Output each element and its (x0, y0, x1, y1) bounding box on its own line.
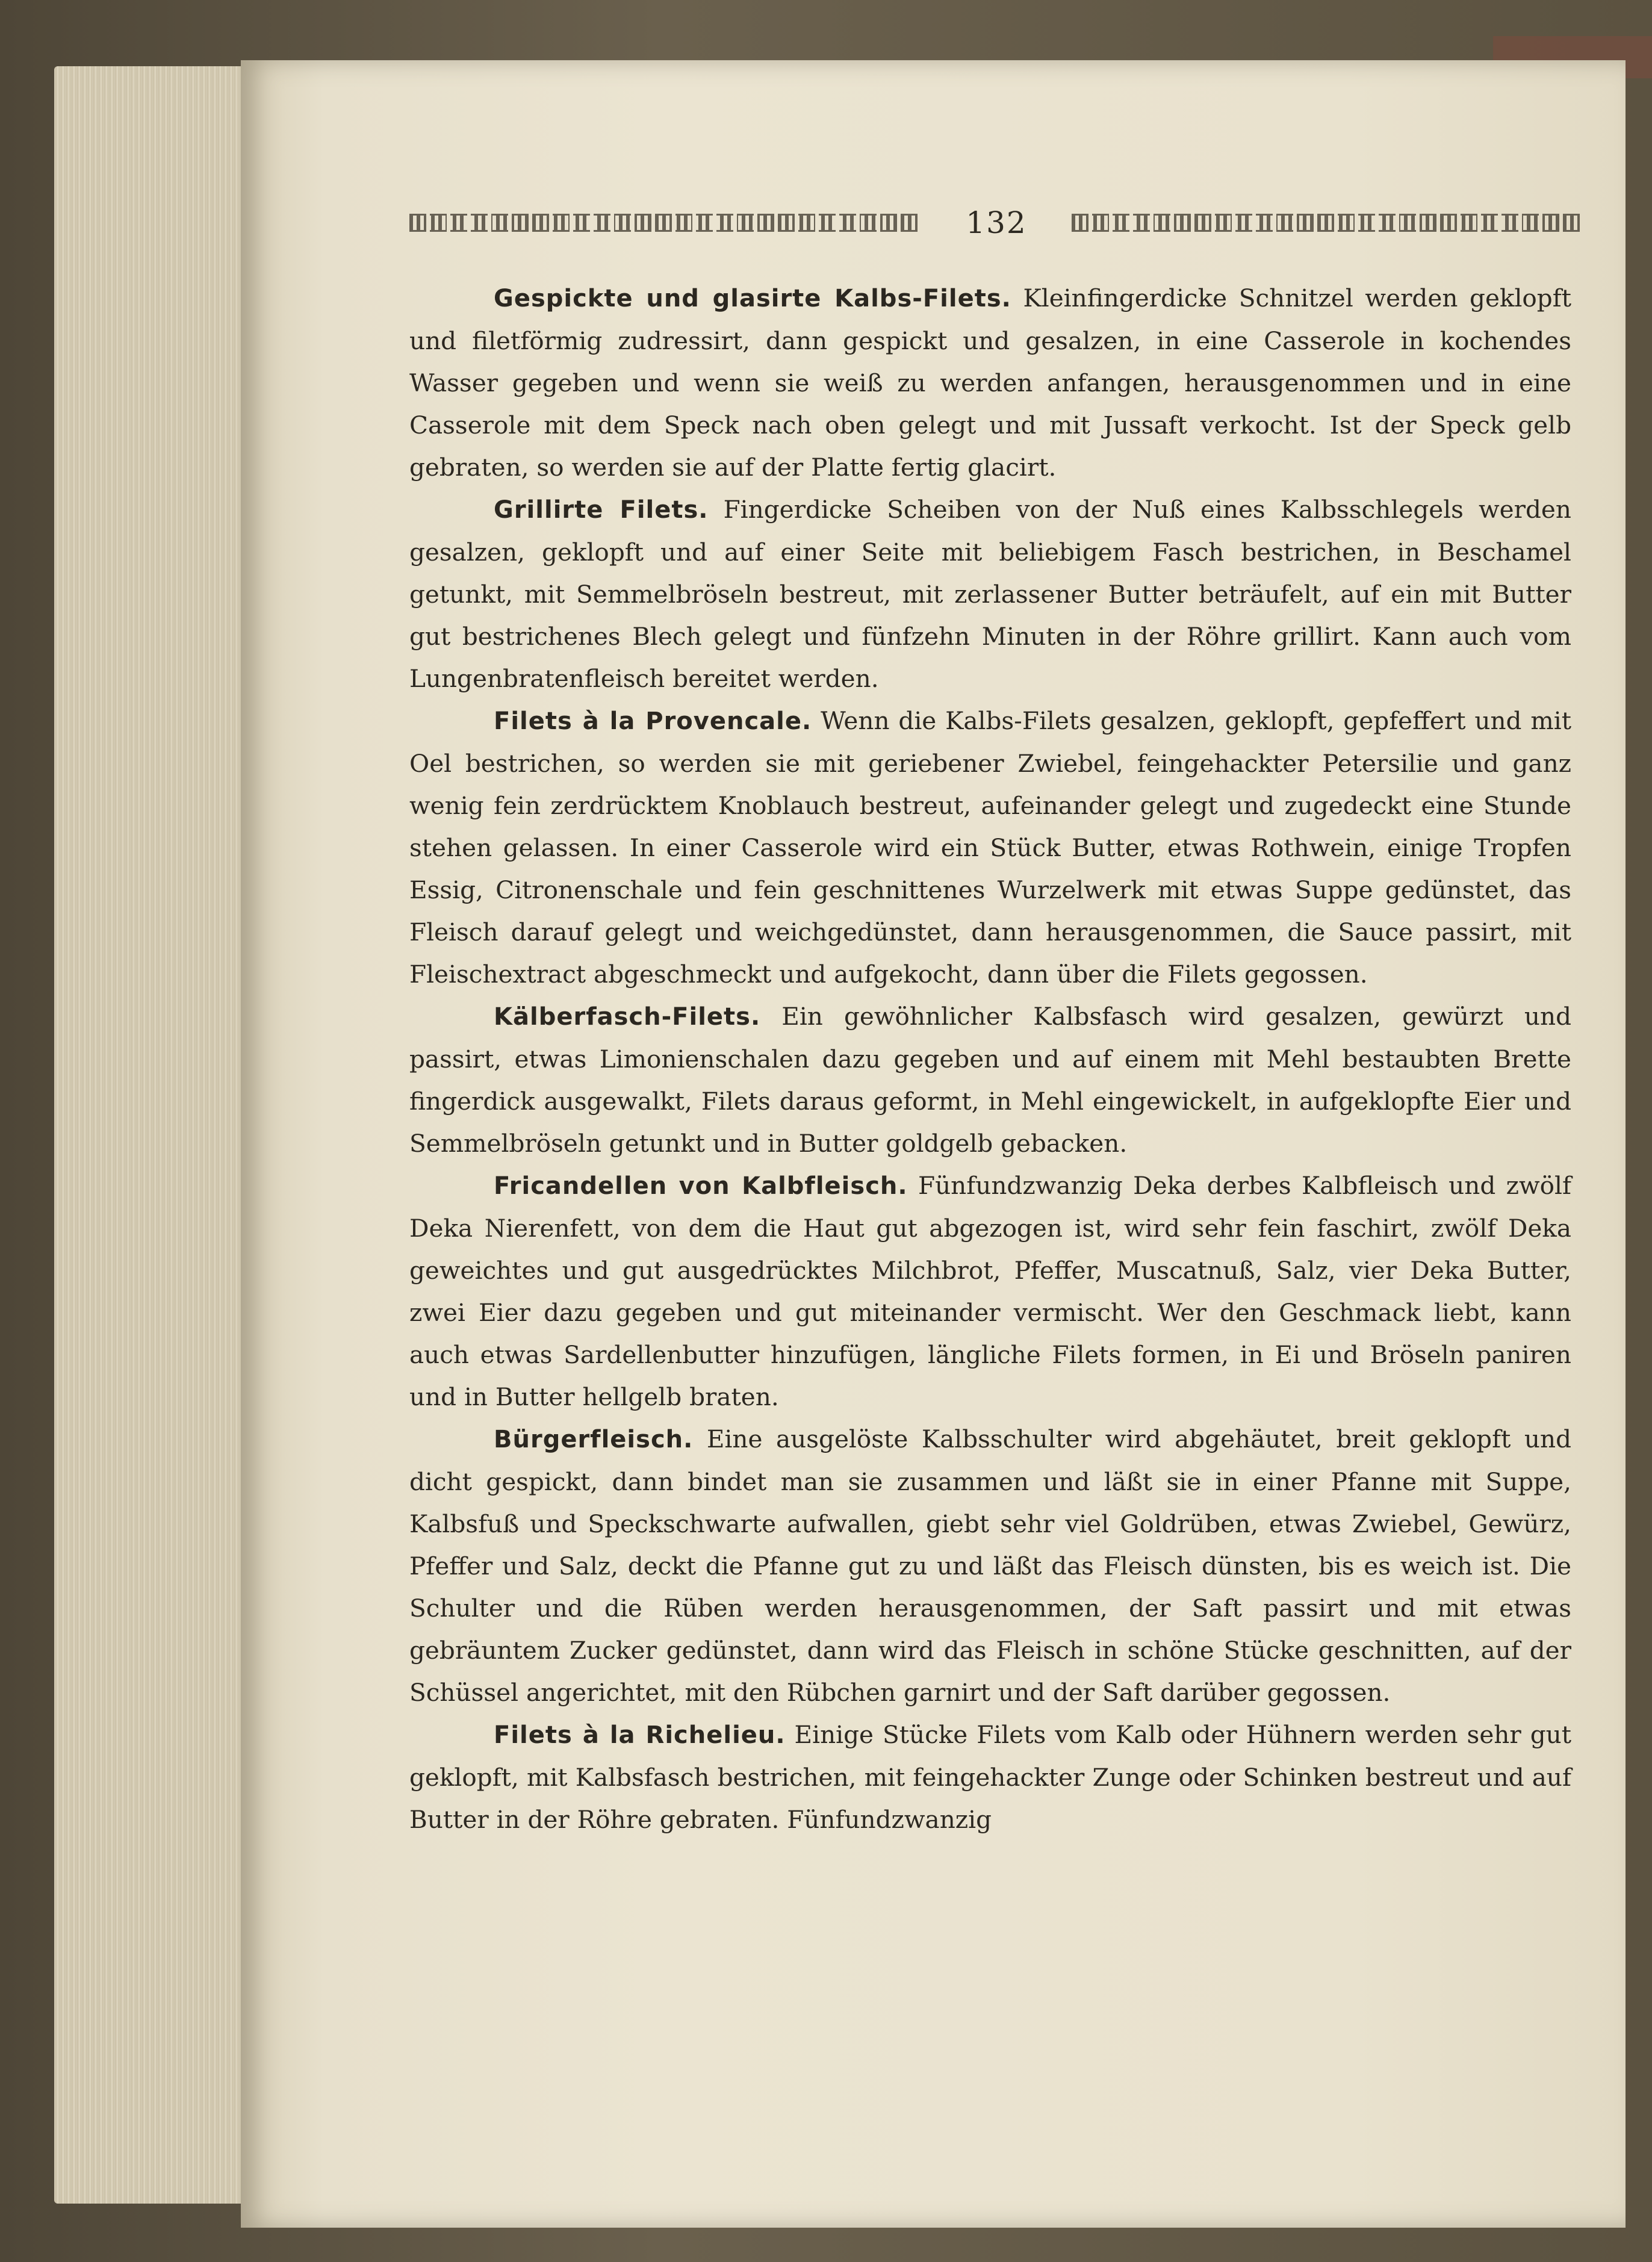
recipe-paragraph (409, 277, 1571, 488)
header-ornament-left (409, 214, 921, 232)
recipe-heading: Fricandellen von Kalbfleisch. (494, 1172, 908, 1200)
page-text (409, 277, 1571, 1841)
header-ornament-right (1072, 214, 1583, 232)
page-number: 132 (966, 205, 1027, 240)
recipe-heading: Bürgerfleisch. (494, 1426, 694, 1453)
recipe-paragraph (409, 995, 1571, 1164)
recipe-body: Kleinfingerdicke Schnitzel werden geklopft und filetförmig zudressirt, dann gespickt und gesalzen, in eine Casserole in kochendes Wasser gegeben und wenn sie weiß zu werden anfangen, herausgenommen und in eine Casserole mit dem Speck nach oben gelegt und mit Jussaft verkocht. Ist der Speck gelb gebraten, so werden sie auf der Platte fertig glacirt. (409, 284, 1571, 482)
recipe-body: Einige Stücke Filets vom Kalb oder Hühnern werden sehr gut geklopft, mit Kalbsfasch bestrichen, mit feingehackter Zunge oder Schinken bestreut und auf Butter in der Röhre gebraten. Fünfundzwanzig (409, 1720, 1572, 1834)
recipe-paragraph (409, 1164, 1571, 1418)
book-page-edges (54, 66, 271, 2204)
recipe-heading: Kälberfasch-Filets. (494, 1003, 761, 1031)
recipe-paragraph (409, 700, 1571, 995)
recipe-body: Ein gewöhnlicher Kalbsfasch wird gesalzen, gewürzt und passirt, etwas Limonienschalen dazu gegeben und auf einem mit Mehl bestaubten Brette fingerdick ausgewalkt, Filets daraus geformt, in Mehl eingewickelt, in aufgeklopfte Eier und Semmelbröseln getunkt und in Butter goldgelb gebacken. (409, 1002, 1571, 1158)
page-header (409, 202, 1583, 244)
recipe-body: Fingerdicke Scheiben von der Nuß eines Kalbsschlegels werden gesalzen, geklopft und auf einer Seite mit beliebigem Fasch bestrichen, in Beschamel getunkt, mit Semmelbröseln bestreut, mit zerlassener Butter beträufelt, auf ein mit Butter gut bestrichenes Blech gelegt und fünfzehn Minuten in der Röhre grillirt. Kann auch vom Lungenbratenfleisch bereitet werden. (409, 495, 1571, 693)
recipe-body: Fünfundzwanzig Deka derbes Kalbfleisch und zwölf Deka Nierenfett, von dem die Haut gut abgezogen ist, wird sehr fein faschirt, zwölf Deka geweichtes und gut ausgedrücktes Milchbrot, Pfeffer, Muscatnuß, Salz, vier Deka Butter, zwei Eier dazu gegeben und gut miteinander vermischt. Wer den Geschmack liebt, kann auch etwas Sardellenbutter hinzufügen, längliche Filets formen, in Ei und Bröseln paniren und in Butter hellgelb braten. (409, 1171, 1571, 1411)
recipe-heading: Gespickte und glasirte Kalbs-Filets. (494, 285, 1011, 312)
recipe-body: Eine ausgelöste Kalbsschulter wird abgehäutet, breit geklopft und dicht gespickt, dann bindet man sie zusammen und läßt sie in einer Pfanne mit Suppe, Kalbsfuß und Speckschwarte aufwallen, giebt sehr viel Goldrüben, etwas Zwiebel, Gewürz, Pfeffer und Salz, deckt die Pfanne gut zu und läßt das Fleisch dünsten, bis es weich ist. Die Schulter und die Rüben werden herausgenommen, der Saft passirt und mit etwas gebräuntem Zucker gedünstet, dann wird das Fleisch in schöne Stücke geschnitten, auf der Schüssel angerichtet, mit den Rübchen garnirt und der Saft darüber gegossen. (409, 1425, 1571, 1707)
book-page (241, 60, 1626, 2228)
recipe-paragraph (409, 1714, 1571, 1841)
recipe-heading: Filets à la Richelieu. (494, 1721, 786, 1749)
recipe-paragraph (409, 1418, 1571, 1714)
recipe-paragraph (409, 488, 1571, 700)
recipe-heading: Filets à la Provencale. (494, 707, 812, 735)
recipe-heading: Grillirte Filets. (494, 496, 709, 524)
recipe-body: Wenn die Kalbs-Filets gesalzen, geklopft, gepfeffert und mit Oel bestrichen, so werden sie mit geriebener Zwiebel, feingehackter Petersilie und ganz wenig fein zerdrücktem Knoblauch bestreut, aufeinander gelegt und zugedeckt eine Stunde stehen gelassen. In einer Casserole wird ein Stück Butter, etwas Rothwein, einige Tropfen Essig, Citronenschale und fein geschnittenes Wurzelwerk mit etwas Suppe gedünstet, das Fleisch darauf gelegt und weichgedünstet, dann herausgenommen, die Sauce passirt, mit Fleischextract abgeschmeckt und aufgekocht, dann über die Filets gegossen. (409, 706, 1571, 989)
